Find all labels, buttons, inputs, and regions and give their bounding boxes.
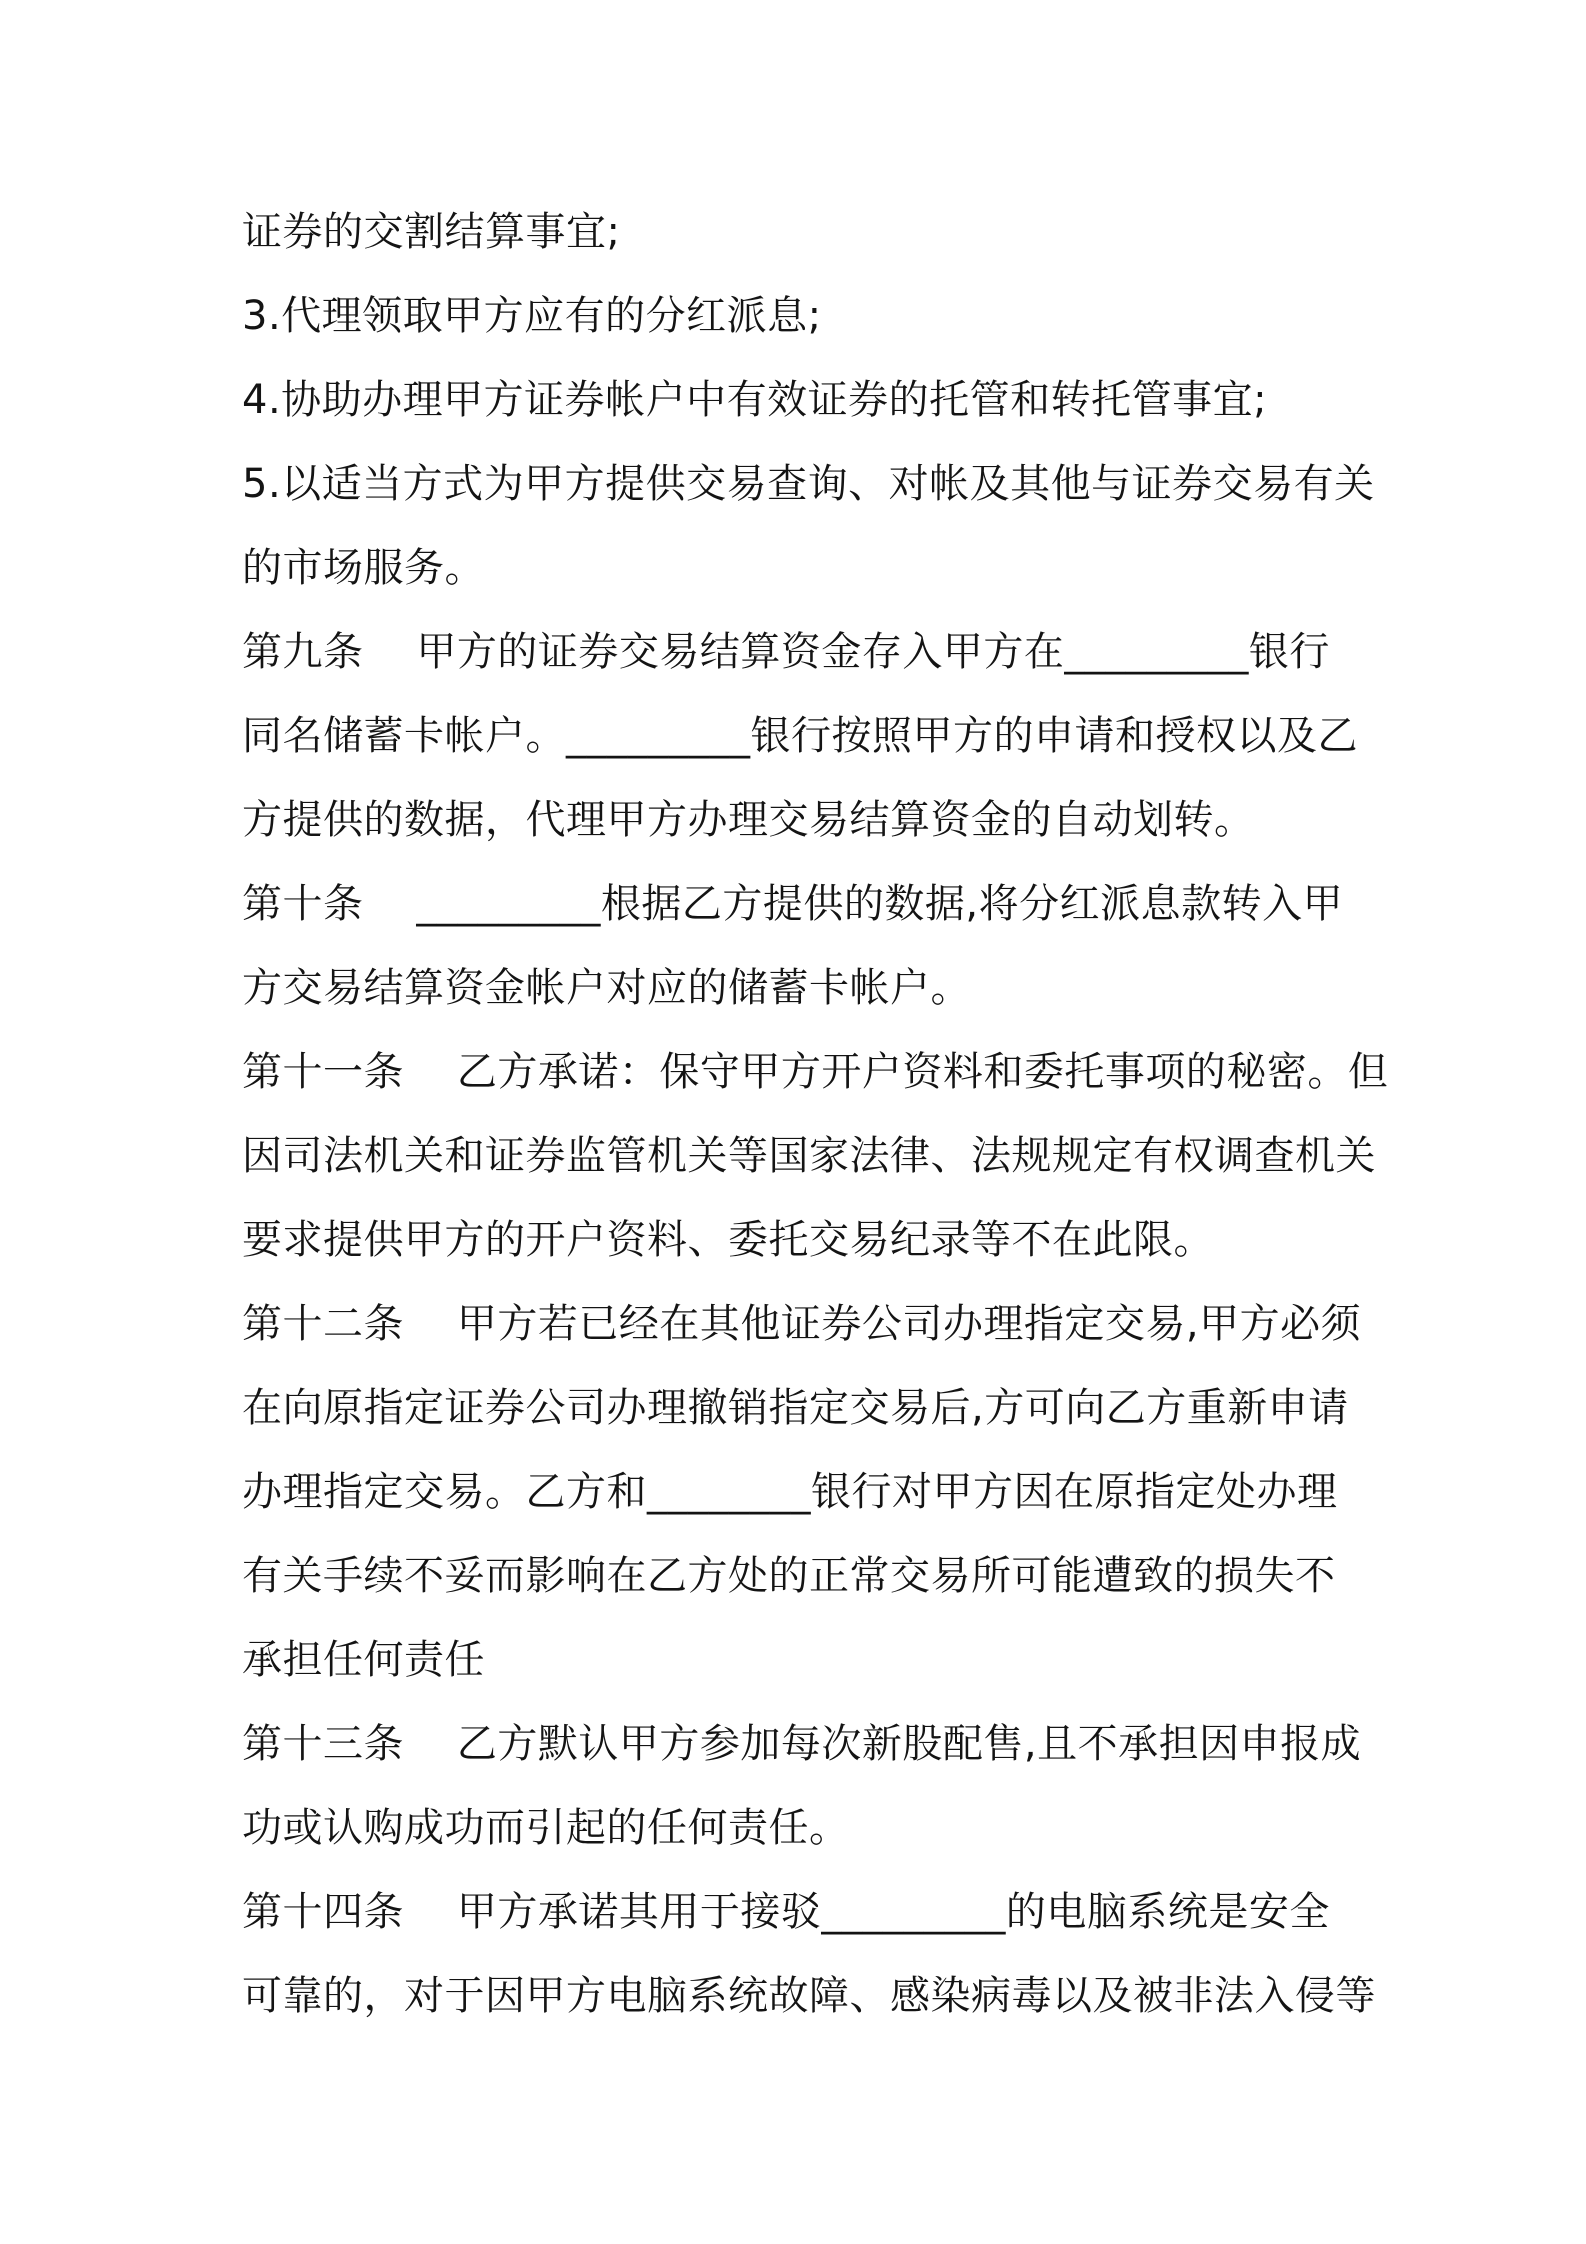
text-line: 功或认购成功而引起的任何责任。 [242, 1805, 850, 1851]
text-line: 承担任何责任 [242, 1637, 485, 1683]
text-line: 证券的交割结算事宜; [242, 209, 621, 255]
text-line: 3.代理领取甲方应有的分红派息; [242, 293, 822, 339]
text-line: 第十三条 乙方默认甲方参加每次新股配售,且不承担因申报成 [242, 1721, 1362, 1767]
text-line: 第九条 甲方的证券交易结算资金存入甲方在_________银行 [242, 629, 1330, 675]
document-body [242, 190, 1389, 2038]
text-line: 因司法机关和证券监管机关等国家法律、法规规定有权调查机关 [242, 1133, 1376, 1179]
text-line: 第十一条 乙方承诺：保守甲方开户资料和委托事项的秘密。但 [242, 1049, 1389, 1095]
text-line: 第十四条 甲方承诺其用于接驳_________的电脑系统是安全 [242, 1889, 1330, 1935]
text-line: 4.协助办理甲方证券帐户中有效证券的托管和转托管事宜; [242, 377, 1268, 423]
text-line: 在向原指定证券公司办理撤销指定交易后,方可向乙方重新申请 [242, 1385, 1349, 1431]
text-line: 方提供的数据，代理甲方办理交易结算资金的自动划转。 [242, 797, 1255, 843]
text-line: 有关手续不妥而影响在乙方处的正常交易所可能遭致的损失不 [242, 1553, 1336, 1599]
text-line: 要求提供甲方的开户资料、委托交易纪录等不在此限。 [242, 1217, 1214, 1263]
text-line: 5.以适当方式为甲方提供交易查询、对帐及其他与证券交易有关 [242, 461, 1375, 507]
text-line: 第十二条 甲方若已经在其他证券公司办理指定交易,甲方必须 [242, 1301, 1362, 1347]
text-line: 同名储蓄卡帐户。_________银行按照甲方的申请和授权以及乙 [242, 713, 1358, 759]
text-line: 办理指定交易。乙方和________银行对甲方因在原指定处办理 [242, 1469, 1338, 1515]
text-line: 第十条 _________根据乙方提供的数据,将分红派息款转入甲 [242, 881, 1344, 927]
text-line: 可靠的，对于因甲方电脑系统故障、感染病毒以及被非法入侵等 [242, 1973, 1376, 2019]
text-line: 方交易结算资金帐户对应的储蓄卡帐户。 [242, 965, 971, 1011]
text-line: 的市场服务。 [242, 545, 485, 591]
